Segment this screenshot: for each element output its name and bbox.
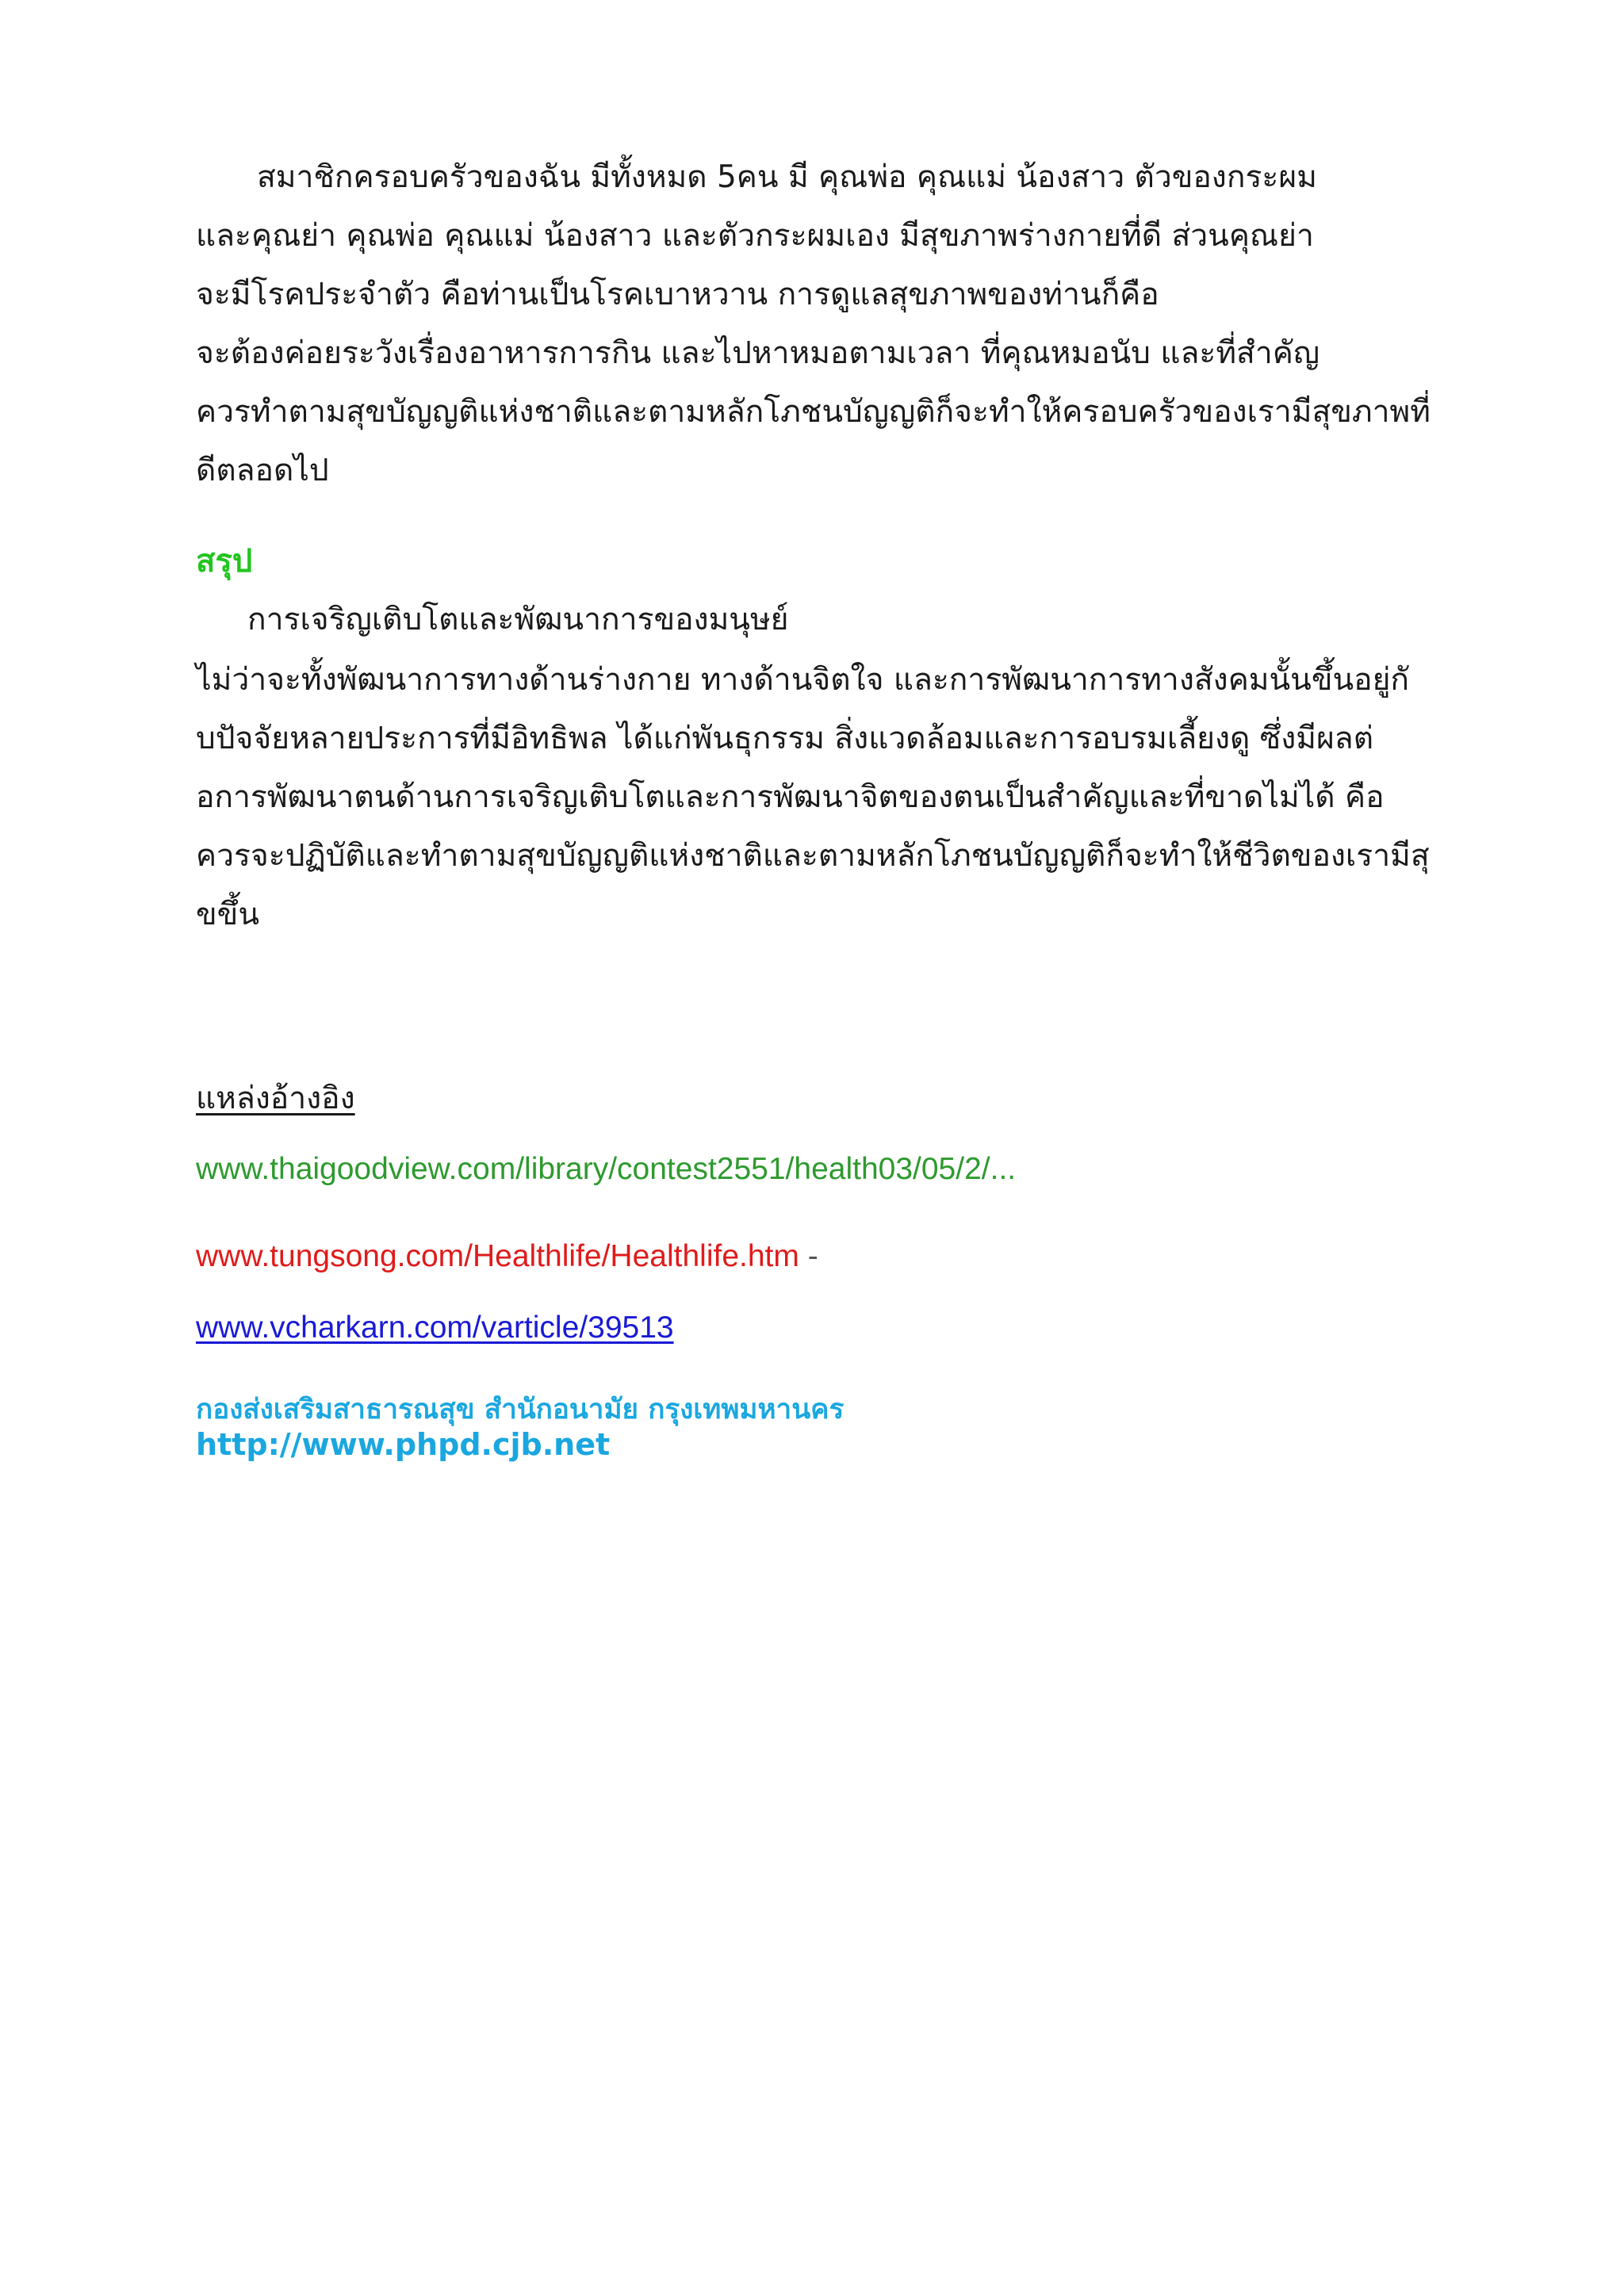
summary-heading: สรุป	[196, 543, 253, 580]
paragraph2-line-6: ขขึ้น	[196, 897, 259, 932]
paragraph2-line-2: ไม่ว่าจะทั้งพัฒนาการทางด้านร่างกาย ทางด้านจิตใจ และการพัฒนาการทางสังคมนั้นขึ้นอยู่กั	[196, 662, 1410, 698]
paragraph1-line-2: และคุณย่า คุณพ่อ คุณแม่ น้องสาว และตัวกระผมเอง มีสุขภาพร่างกายที่ดี ส่วนคุณย่า	[196, 218, 1314, 254]
paragraph1-line-6: ดีตลอดไป	[196, 453, 329, 488]
paragraph2-line-3: บปัจจัยหลายประการที่มีอิทธิพล ได้แก่พันธุกรรม สิ่งแวดล้อมและการอบรมเลี้ยงดู ซึ่งมีผลต่	[196, 721, 1374, 756]
paragraph2-line-5: ควรจะปฏิบัติและทำตามสุขบัญญติแห่งชาติและตามหลักโภชนบัญญติก็จะทำให้ชีวิตของเรามีสุ	[196, 838, 1430, 874]
paragraph2-line-1: การเจริญเติบโตและพัฒนาการของมนุษย์	[247, 602, 789, 637]
paragraph1-line-5: ควรทำตามสุขบัญญติแห่งชาติและตามหลักโภชนบัญญติก็จะทำให้ครอบครัวของเรามีสุขภาพที่	[196, 394, 1431, 430]
paragraph1-line-3: จะมีโรคประจำตัว คือท่านเป็นโรคเบาหวาน การดูแลสุขภาพของท่านก็คือ	[196, 277, 1159, 312]
reference-link-tungsong-row	[196, 1237, 818, 1276]
reference-link-thaigoodview[interactable]: www.thaigoodview.com/library/contest2551/health03/05/2/...	[196, 1152, 1017, 1186]
reference-link-vcharkarn[interactable]: www.vcharkarn.com/varticle/39513	[196, 1311, 674, 1345]
reference-organization: กองส่งเสริมสาธารณสุข สำนักอนามัย กรุงเทพมหานคร	[196, 1394, 845, 1425]
paragraph2-line-4: อการพัฒนาตนด้านการเจริญเติบโตและการพัฒนาจิตของตนเป็นสำคัญและที่ขาดไม่ได้ คือ	[196, 779, 1385, 815]
paragraph1-line-4: จะต้องค่อยระวังเรื่องอาหารการกิน และไปหาหมอตามเวลา ที่คุณหมอนับ และที่สำคัญ	[196, 335, 1320, 371]
reference-organization-url[interactable]: http://www.phpd.cjb.net	[196, 1427, 611, 1462]
reference-dash: -	[799, 1239, 818, 1273]
paragraph1-line-1: สมาชิกครอบครัวของฉัน มีทั้งหมด 5คน มี คุณพ่อ คุณแม่ น้องสาว ตัวของกระผม	[257, 159, 1317, 195]
references-heading: แหล่งอ้างอิง	[196, 1081, 355, 1116]
reference-link-tungsong[interactable]: www.tungsong.com/Healthlife/Healthlife.htm	[196, 1239, 799, 1273]
